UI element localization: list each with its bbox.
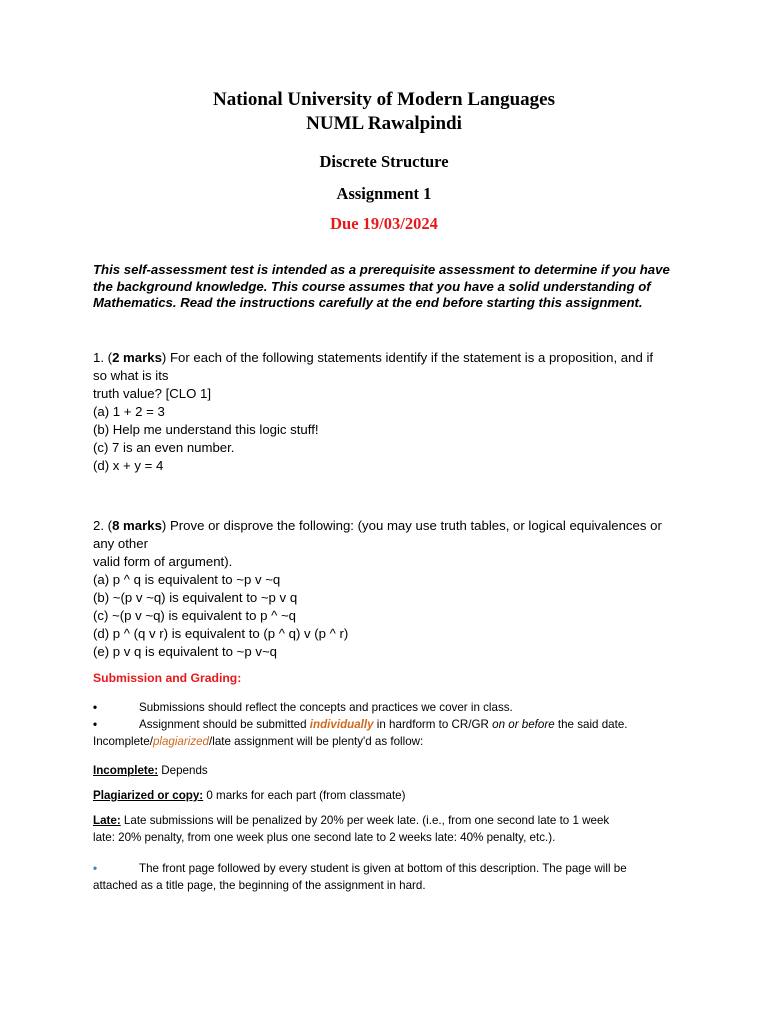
- intro-line: the background knowledge. This course assumes that you have a solid understanding of: [93, 278, 651, 294]
- grading-text: /late assignment will be plenty'd as follow:: [209, 735, 424, 748]
- intro-paragraph: [93, 262, 713, 312]
- q2-item: (a) p ^ q is equivalent to ~p v ~q: [93, 572, 281, 587]
- q2-marks: 8 marks: [112, 518, 162, 533]
- q1-marks: 2 marks: [112, 350, 162, 365]
- front-page-text: The front page followed by every student is given at bottom of this description. The page will be: [139, 862, 627, 875]
- bullet-icon: •: [93, 718, 98, 731]
- grading-text: Incomplete/: [93, 735, 153, 748]
- late-text: Late submissions will be penalized by 20% per week late. (i.e., from one second late to 1 week: [120, 814, 610, 827]
- campus-title: NUML Rawalpindi: [306, 113, 462, 134]
- on-or-before-text: on or before: [492, 718, 555, 731]
- grading-text: Assignment should be submitted: [139, 718, 310, 731]
- grading-text: in hardform to CR/GR: [373, 718, 493, 731]
- question-2: [93, 517, 713, 661]
- individually-text: individually: [309, 718, 374, 731]
- q1-item: (d) x + y = 4: [93, 458, 164, 473]
- q1-text: truth value? [CLO 1]: [93, 386, 212, 401]
- q1-item: (c) 7 is an even number.: [93, 440, 235, 455]
- q1-text: ) For each of the following statements identify if the statement is a proposition, and if: [161, 350, 654, 365]
- q2-text: any other: [93, 536, 148, 551]
- intro-line: This self-assessment test is intended as a prerequisite assessment to determine if you have: [93, 262, 670, 277]
- bullet-icon: •: [93, 862, 98, 875]
- late-label: Late:: [93, 814, 121, 827]
- q1-number: 1. (: [93, 350, 113, 365]
- plagiarism-value: 0 marks for each part (from classmate): [203, 789, 406, 802]
- q1-text: so what is its: [93, 368, 169, 383]
- q2-item: (e) p v q is equivalent to ~p v~q: [93, 644, 278, 659]
- grading-text: the said date.: [554, 718, 628, 731]
- grading-heading: Submission and Grading:: [93, 671, 242, 685]
- front-page-text: attached as a title page, the beginning of the assignment in hard.: [93, 879, 426, 892]
- due-date: Due 19/03/2024: [330, 214, 438, 233]
- incomplete-label: Incomplete:: [93, 764, 159, 777]
- late-rule: [93, 812, 713, 846]
- q2-text: valid form of argument).: [93, 554, 233, 569]
- q1-item: (b) Help me understand this logic stuff!: [93, 422, 319, 437]
- incomplete-rule: [93, 762, 713, 779]
- late-text: late: 20% penalty, from one week plus one second late to 2 weeks late: 40% penalty, etc.).: [93, 831, 556, 844]
- plagiarism-label: Plagiarized or copy:: [93, 789, 204, 802]
- q2-item: (d) p ^ (q v r) is equivalent to (p ^ q) v (p ^ r): [93, 626, 349, 641]
- front-page-note: [93, 860, 713, 894]
- q1-item: (a) 1 + 2 = 3: [93, 404, 165, 419]
- bullet-icon: •: [93, 701, 98, 714]
- plagiarized-text: plagiarized: [152, 735, 210, 748]
- grading-text: Submissions should reflect the concepts and practices we cover in class.: [139, 701, 513, 714]
- q2-text: ) Prove or disprove the following: (you may use truth tables, or logical equivalences or: [161, 518, 662, 533]
- assignment-title: Assignment 1: [336, 184, 432, 203]
- question-1: [93, 349, 713, 475]
- plagiarism-rule: [93, 787, 713, 804]
- incomplete-value: Depends: [158, 764, 208, 777]
- grading-bullets: [93, 699, 713, 750]
- q2-item: (b) ~(p v ~q) is equivalent to ~p v q: [93, 590, 298, 605]
- course-title: Discrete Structure: [319, 152, 449, 171]
- q2-item: (c) ~(p v ~q) is equivalent to p ^ ~q: [93, 608, 297, 623]
- intro-line: Mathematics. Read the instructions carefully at the end before starting this assignment.: [93, 295, 643, 310]
- q2-number: 2. (: [93, 518, 113, 533]
- university-title: National University of Modern Languages: [213, 89, 555, 110]
